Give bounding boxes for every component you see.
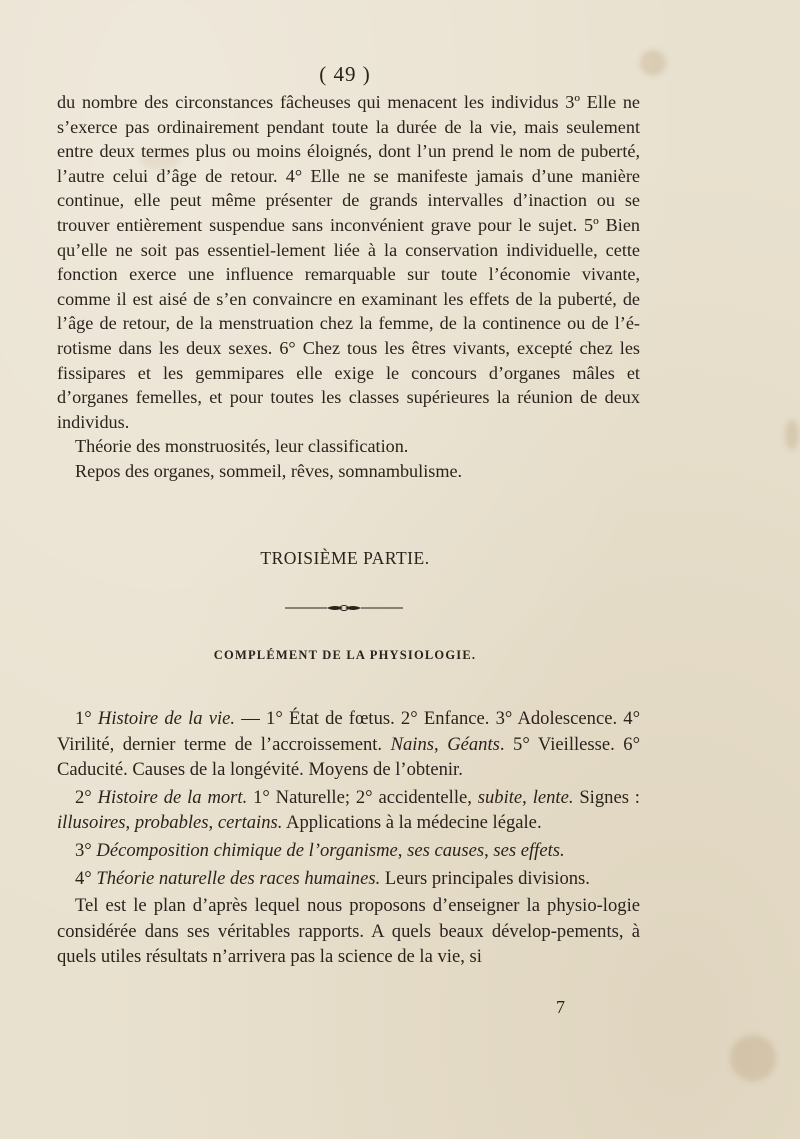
item-separator: , <box>208 812 214 834</box>
item-separator: , <box>522 786 527 808</box>
foxing-stain <box>730 1035 776 1081</box>
item-italic: illusoires <box>57 812 126 834</box>
ornament-divider <box>285 602 403 614</box>
item-italic: probables <box>134 812 209 834</box>
item-2 <box>57 785 640 836</box>
item-number: 1° <box>75 708 92 729</box>
item-number: 4° <box>75 867 92 889</box>
item-text: Applications à la médecine légale. <box>286 812 542 834</box>
page-number: ( 49 ) <box>319 62 371 86</box>
item-separator: , <box>434 733 439 755</box>
item-title: Décomposition chimique de l’organisme <box>96 839 398 861</box>
item-italic: Géants <box>447 733 500 755</box>
main-text-block <box>57 90 640 484</box>
item-text: Signes : <box>579 786 640 808</box>
section-title: TROISIÈME PARTIE. <box>260 548 430 568</box>
item-separator: , <box>125 812 131 834</box>
section-subtitle: COMPLÉMENT DE LA PHYSIOLOGIE. <box>213 648 477 662</box>
item-italic: ses causes <box>407 839 485 861</box>
item-4 <box>57 866 640 892</box>
foxing-stain <box>785 420 799 450</box>
item-dash: — <box>241 708 260 729</box>
item-italic: lente. <box>532 786 574 808</box>
item-3 <box>57 838 640 864</box>
item-number: 2° <box>75 786 92 808</box>
part-text-block <box>57 706 640 970</box>
signature-mark: 7 <box>556 997 565 1017</box>
item-separator: , <box>484 839 489 861</box>
paragraph: du nombre des circonstances fâcheuses qui menacent les individus 3º Elle ne s’exerce pas ordinairement pendant toute la durée de la vie, mais seulement entre deux termes plus ou moins éloignés, dont l’un prend le nom de puberté, l’autre celui d’âge de retour. 4° Elle ne se manifeste jamais d’une manière continue, elle peut même présenter de grands intervalles d’inaction ou se trouver entièrement suspendue sans inconvénient grave pour le sujet. 5º Bien qu’elle ne soit pas essentiel-lement liée à la conservation individuelle, cette fonction exerce une influence remarquable sur toute l’économie vivante, comme il est aisé de s’en convaincre en examinant les effets de la puberté, de l’âge de retour, de la menstruation chez la femme, de la continence ou de l’é-rotisme dans les deux sexes. 6° Chez tous les êtres vivants, excepté chez les fissipares et les gemmipares elle exige le concours d’organes mâles et d’organes femelles, et pour toutes les classes supérieures la réunion de deux individus. <box>57 92 640 432</box>
item-italic: ses effets. <box>493 839 565 861</box>
item-title: Histoire de la mort. <box>97 786 248 808</box>
item-italic: Nains <box>390 733 435 755</box>
item-number: 3° <box>75 839 92 861</box>
paragraph-repos: Repos des organes, sommeil, rêves, somnambulisme. <box>75 460 463 481</box>
item-text: 1° État de fœtus. 2° Enfance. 3° Adolescence. 4° Virilité, dernier terme de l’accroissement. <box>57 708 641 755</box>
item-separator: , <box>397 839 403 861</box>
paragraph-theorie: Théorie des monstruosités, leur classification. <box>75 436 409 457</box>
item-1 <box>57 706 640 783</box>
item-italic: certains. <box>217 812 283 834</box>
item-title: Histoire de la vie. <box>97 708 236 729</box>
item-text: . 5° Vieillesse. 6° Caducité. Causes de la longévité. Moyens de l’obtenir. <box>57 733 641 781</box>
item-italic: subite <box>477 786 523 808</box>
closing-paragraph: Tel est le plan d’après lequel nous proposons d’enseigner la physio-logie considérée dans ses véritables rapports. A quels beaux dévelop-pements, à quels utiles résultats n’arrivera pas la science de la vie, si <box>57 895 640 968</box>
item-text: 1° Naturelle; 2° accidentelle, <box>253 786 472 808</box>
item-title: Théorie naturelle des races humaines. <box>96 867 381 889</box>
item-text: Leurs principales divisions. <box>384 867 590 889</box>
